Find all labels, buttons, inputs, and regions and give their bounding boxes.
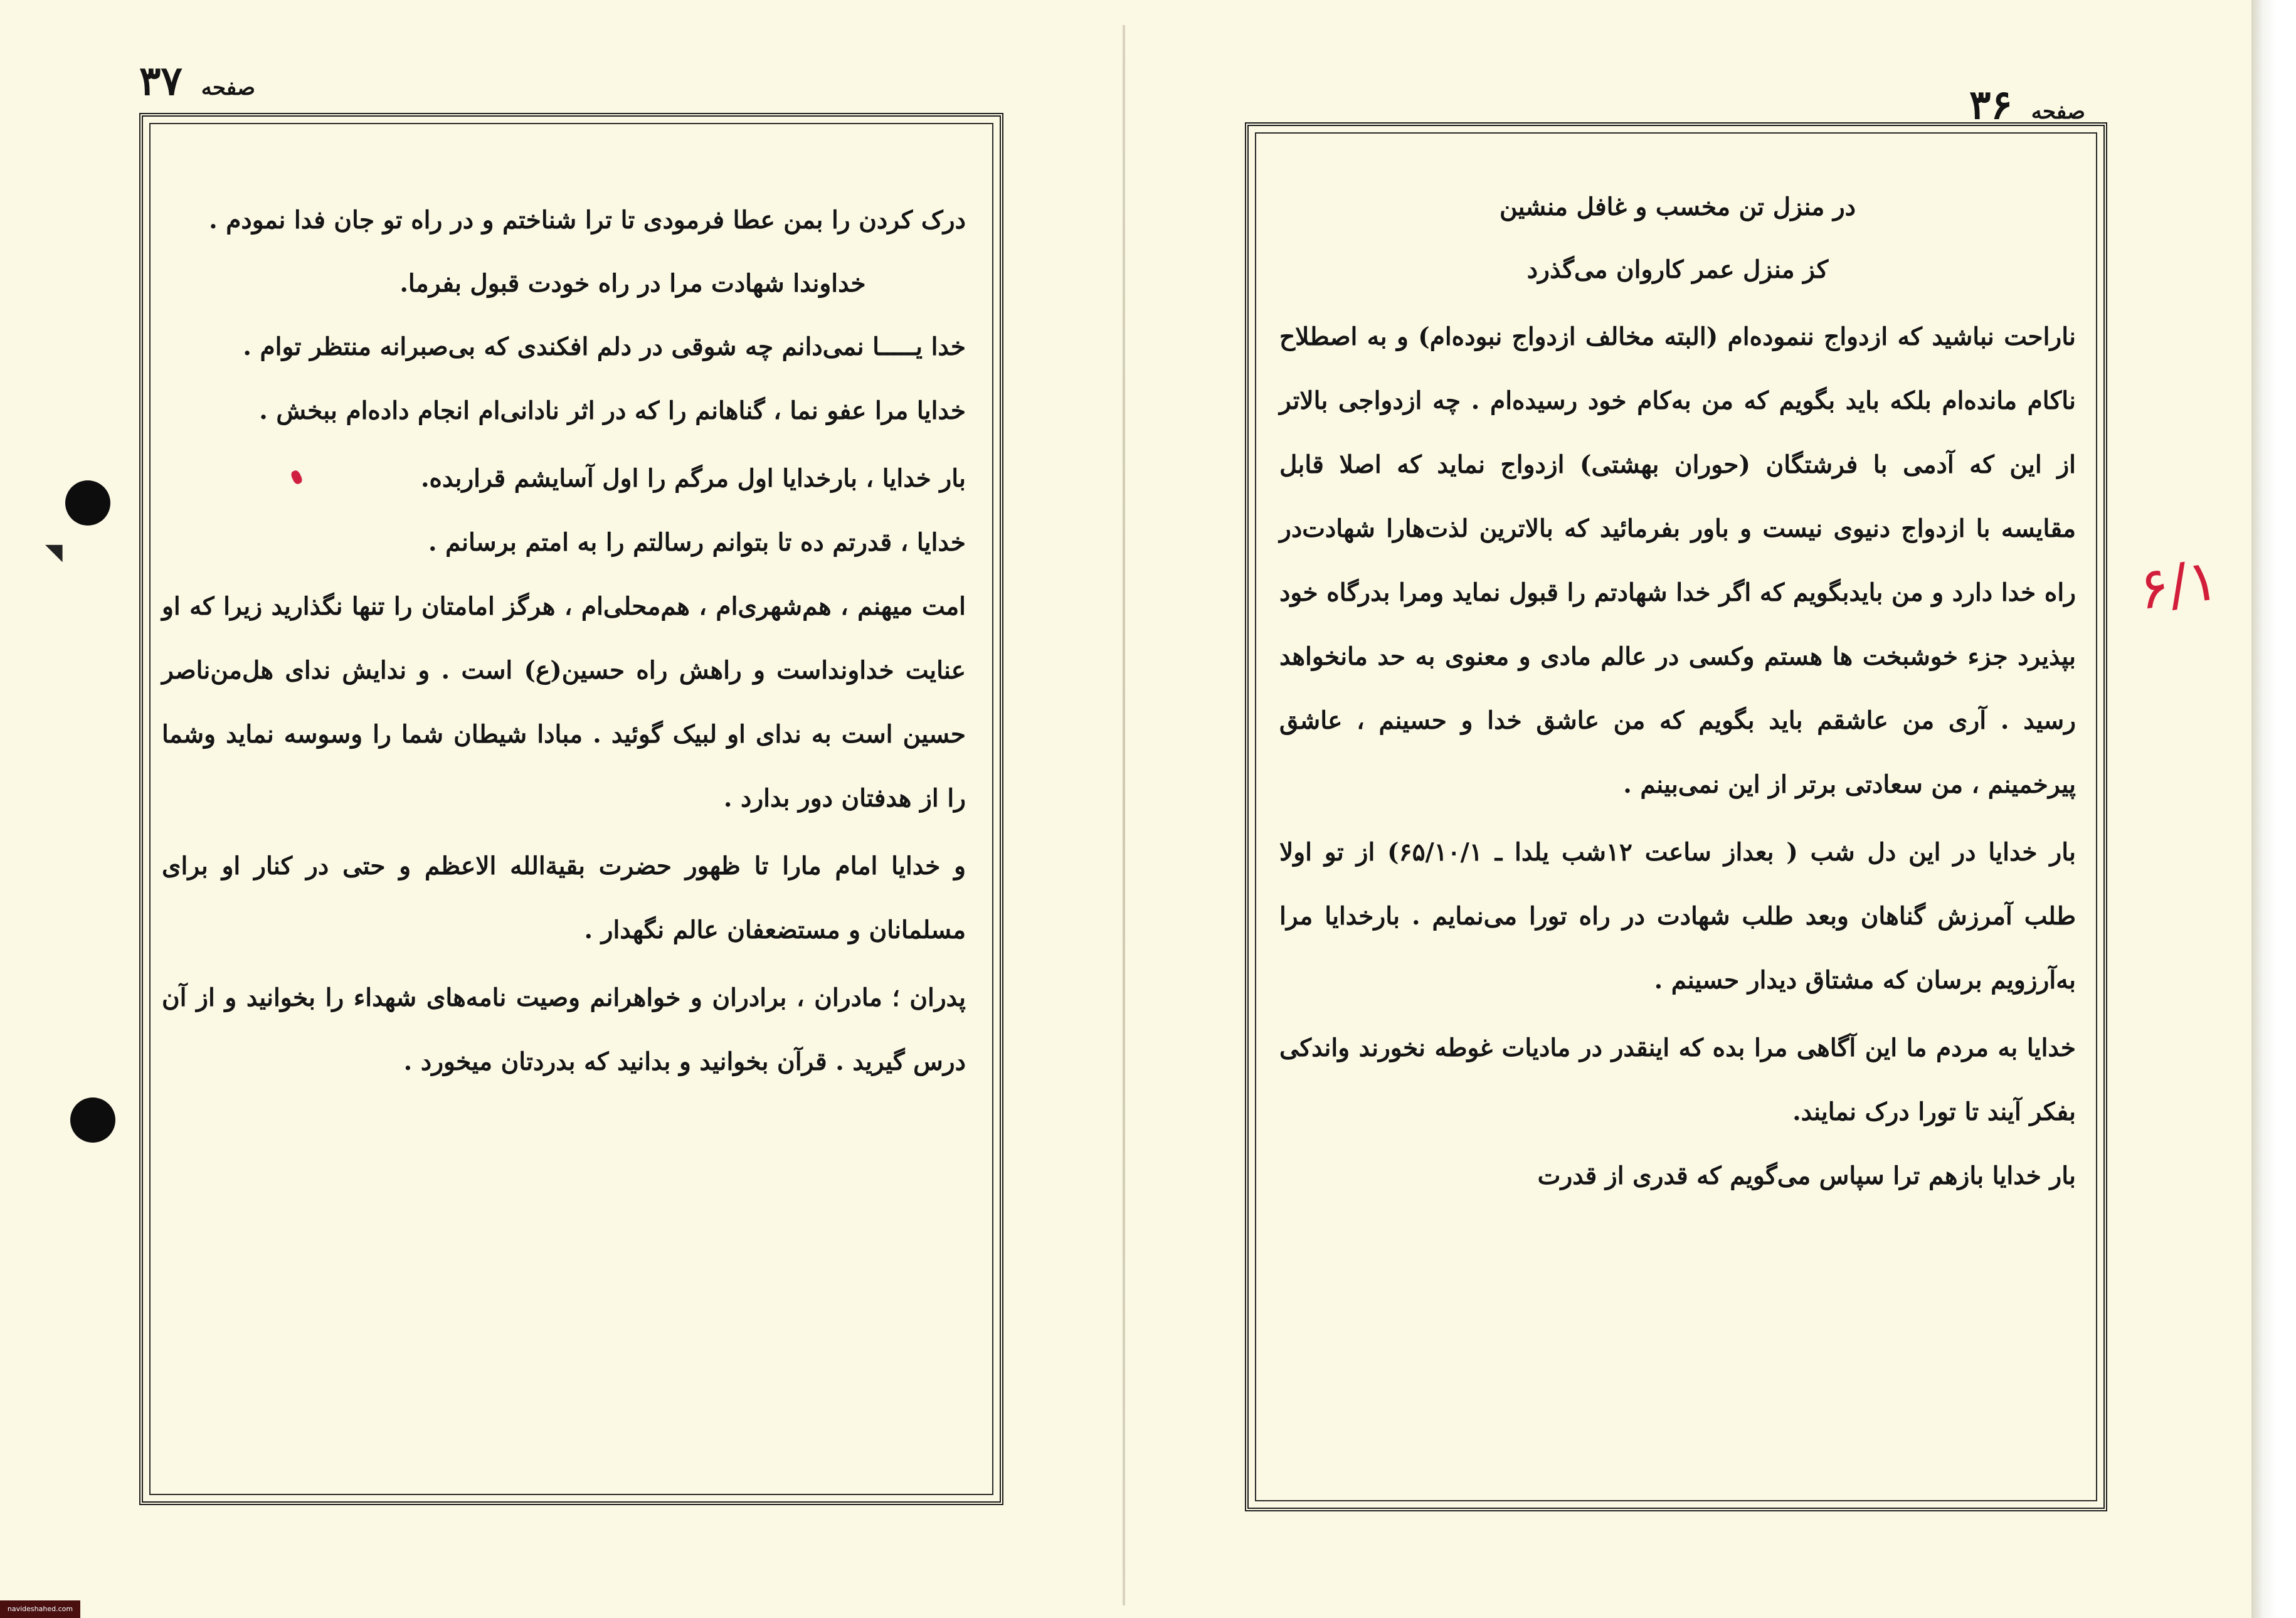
handwritten-margin-note: ۶/۱ — [2134, 546, 2223, 623]
right-page-number — [1969, 82, 2085, 129]
paragraph: خدایا مرا عفو نما ، گناهانم را که در اثر نادانی‌ام انجام داده‌ام ببخش . — [259, 396, 966, 425]
paragraph: درک کردن را بمن عطا فرمودی تا ترا شناختم و در راه تو جان فدا نمودم . — [209, 206, 966, 235]
page-number-word: صفحه — [2031, 99, 2085, 124]
paragraph: خداوندا شهادت مرا در راه خودت قبول بفرما. — [399, 269, 866, 298]
left-page-text — [162, 188, 966, 1094]
paragraph: خدایا به مردم ما این آگاهی مرا بده که اینقدر در مادیات غوطه نخورند واندکی بفکر آیند تا تورا درک نمایند. — [1279, 1034, 2076, 1126]
paragraph: خدایا ، قدرتم ده تا بتوانم رسالتم را به امتم برسانم . — [428, 528, 966, 557]
paragraph: بار خدایا در این دل شب ( بعداز ساعت ۱۲شب یلدا ـ ۶۵/۱۰/۱) از تو اولا طلب آمرزش گناهان وبعد طلب شهادت در راه تورا می‌نمایم . بارخدایا مرا به‌آرزویم برسان که مشتاق دیدار حسینم . — [1279, 838, 2076, 995]
verse-line-1: در منزل تن مخسب و غافل منشین — [1499, 193, 1856, 221]
paragraph: بار خدایا بازهم ترا سپاس می‌گویم که قدری از قدرت — [1537, 1161, 2076, 1190]
scan-mark: ◥ — [45, 539, 63, 565]
verse-line-2: کز منزل عمر کاروان می‌گذرد — [1526, 255, 1829, 284]
paragraph: ناراحت نباشید که ازدواج ننموده‌ام (البته مخالف ازدواج نبوده‌ام) و به اصطلاح ناکام مانده‌ام بلکه باید بگویم که من به‌کام خود رسیده‌ام . چه ازدواجی بالاتر از این که آدمی با فرشتگان (حوران بهشتی) ازدواج نماید که اصلا قابل مقایسه با ازدواج دنیوی نیست و باور بفرمائید که بالاترین لذت‌هارا شهادت‌در راه خدا دارد و من بایدبگویم که اگر خدا شهادتم را قبول نماید ومرا بدرگاه خود بپذیرد جزء خوشبخت ها هستم وکسی در عالم مادی و معنوی به حد مانخواهد رسید . آری من عاشقم باید بگویم که من عاشق خدا و حسینم ، عاشق پیرخمینم ، من سعادتی برتر از این نمی‌بینم . — [1279, 322, 2076, 799]
paragraph: و خدایا امام مارا تا ظهور حضرت بقیة‌الله الاعظم و حتی در کنار او برای مسلمانان و مستضعفان عالم نگهدار . — [162, 852, 966, 944]
page-number-value: ۳۷ — [139, 58, 183, 105]
paragraph: خدا یـــــا نمی‌دانم چه شوقی در دلم افکندی که بی‌صبرانه منتظر توام . — [243, 332, 966, 361]
page-number-value: ۳۶ — [1969, 82, 2013, 129]
paragraph: امت میهنم ، هم‌شهری‌ام ، هم‌محلی‌ام ، هرگز امامتان را تنها نگذارید زیرا که او عنایت خداونداست و راهش راه حسین(ع) است . و ندایش ندای هل‌من‌ناصر حسین است به ندای او لبیک گوئید . مبادا شیطان شما را وسوسه نماید وشما را از هدفتان دور بدارد . — [162, 592, 966, 813]
binder-hole — [65, 480, 110, 526]
right-page-text — [1279, 176, 2076, 1208]
page-fold — [1123, 25, 1125, 1605]
paragraph: بار خدایا ، بارخدایا اول مرگم را اول آسایشم قراربده. — [420, 464, 966, 493]
left-page-number — [139, 58, 255, 105]
scan-edge — [2251, 0, 2296, 1618]
binder-hole — [70, 1097, 115, 1143]
paragraph: پدران ؛ مادران ، برادران و خواهرانم وصیت نامه‌های شهداء را بخوانید و از آن درس گیرید . قرآن بخوانید و بدانید که بدردتان میخورد . — [162, 983, 966, 1076]
watermark-footer: navideshahed.com — [0, 1600, 80, 1618]
page-number-word: صفحه — [201, 75, 255, 100]
